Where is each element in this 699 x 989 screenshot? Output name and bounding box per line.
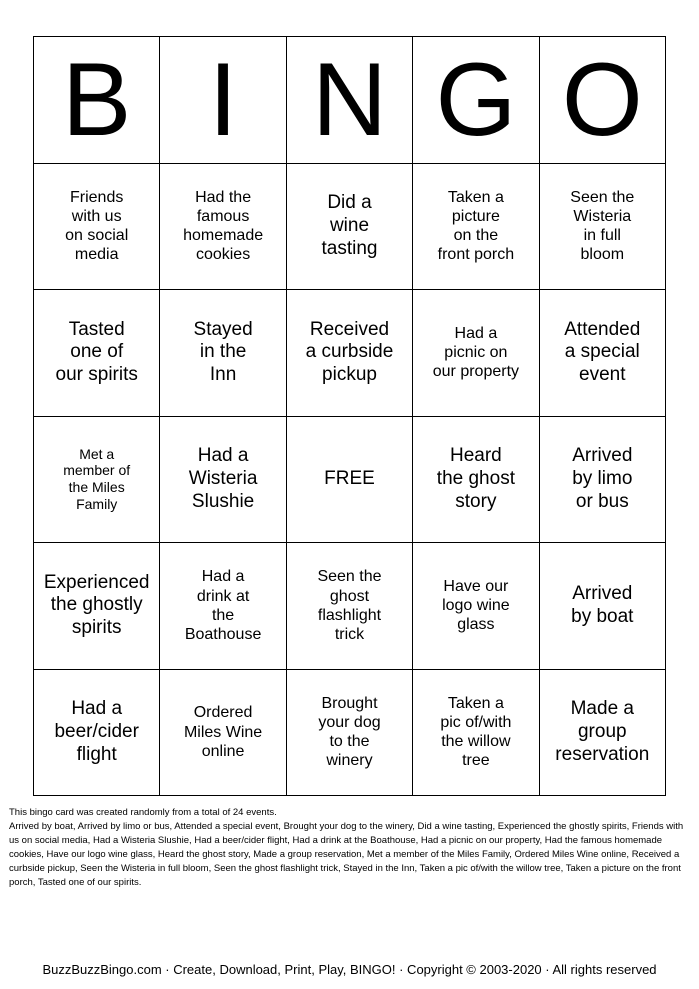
bingo-square: Taken a pic of/with the willow tree [413, 670, 539, 797]
site-footer: BuzzBuzzBingo.com · Create, Download, Print, Play, BINGO! · Copyright © 2003-2020 · All rights reserved [42, 962, 657, 977]
bingo-square: Had a beer/cider flight [34, 670, 160, 797]
bingo-square: Taken a picture on the front porch [413, 164, 539, 291]
bingo-square: Stayed in the Inn [160, 290, 286, 417]
bingo-square: Heard the ghost story [413, 417, 539, 544]
bingo-square: Attended a special event [540, 290, 666, 417]
header-letter-g: G [413, 37, 539, 164]
header-letter-b: B [34, 37, 160, 164]
bingo-square: Received a curbside pickup [287, 290, 413, 417]
bingo-square: Tasted one of our spirits [34, 290, 160, 417]
bingo-square: Made a group reservation [540, 670, 666, 797]
bingo-square: Had a picnic on our property [413, 290, 539, 417]
bingo-card [33, 36, 666, 796]
bingo-square: Experienced the ghostly spirits [34, 543, 160, 670]
bingo-square: Seen the ghost flashlight trick [287, 543, 413, 670]
bingo-square: Brought your dog to the winery [287, 670, 413, 797]
bingo-square: Had the famous homemade cookies [160, 164, 286, 291]
bingo-square: Have our logo wine glass [413, 543, 539, 670]
notes-intro: This bingo card was created randomly from a total of 24 events. [9, 807, 277, 818]
notes-event-list: Arrived by boat, Arrived by limo or bus, Attended a special event, Brought your dog to the winery, Did a wine tasting, Experienced the ghostly spirits, Friends with us on social media, Had a Wisteria Slushie, Had a beer/cider flight, Had a drink at the Boathouse, Had a picnic on our property, Had the famous homemade cookies, Have our logo wine glass, Heard the ghost story, Made a group reservation, Met a member of the Miles Family, Ordered Miles Wine online, Received a curbside pickup, Seen the Wisteria in full bloom, Seen the ghost flashlight trick, Stayed in the Inn, Taken a pic of/with the willow tree, Taken a picture on the front porch, Tasted one of our spirits. [9, 821, 684, 888]
bingo-square: Did a wine tasting [287, 164, 413, 291]
bingo-square: Arrived by limo or bus [540, 417, 666, 544]
header-letter-i: I [160, 37, 286, 164]
bingo-square: Had a drink at the Boathouse [160, 543, 286, 670]
header-letter-o: O [540, 37, 666, 164]
card-notes [9, 806, 691, 890]
header-letter-n: N [287, 37, 413, 164]
bingo-square: Seen the Wisteria in full bloom [540, 164, 666, 291]
bingo-square: Had a Wisteria Slushie [160, 417, 286, 544]
bingo-square: Friends with us on social media [34, 164, 160, 291]
bingo-square: Arrived by boat [540, 543, 666, 670]
free-square: FREE [287, 417, 413, 544]
bingo-square: Met a member of the Miles Family [34, 417, 160, 544]
bingo-square: Ordered Miles Wine online [160, 670, 286, 797]
